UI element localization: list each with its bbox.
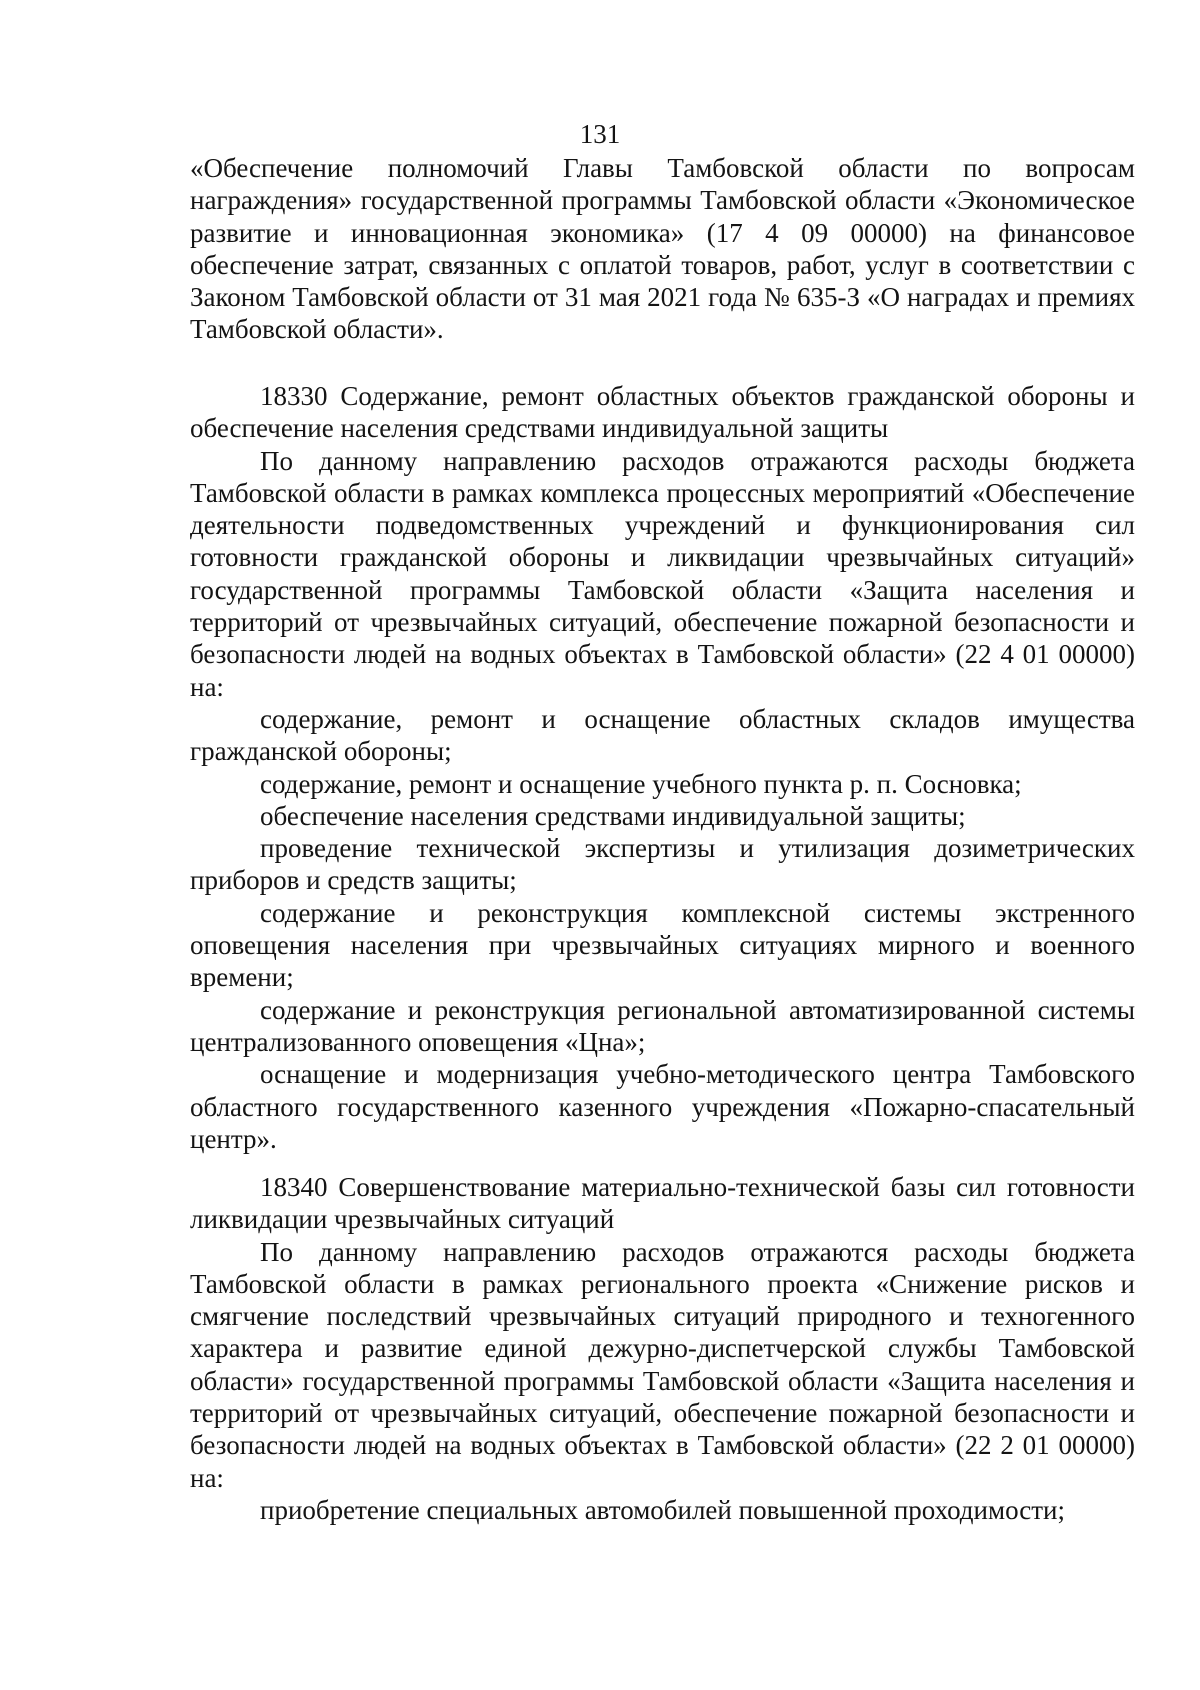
list-item: приобретение специальных автомобилей повышенной проходимости; bbox=[260, 1494, 1065, 1525]
list-item: обеспечение населения средствами индивидуальной защиты; bbox=[260, 800, 966, 831]
list-item: содержание и реконструкция комплексной системы экстренного оповещения населения при чрезвычайных ситуациях мирного и военного времени; bbox=[190, 897, 1135, 993]
text-block-18340 bbox=[190, 1171, 1135, 1526]
paragraph: По данному направлению расходов отражаются расходы бюджета Тамбовской области в рамках комплекса процессных мероприятий «Обеспечение деятельности подведомственных учреждений и функционирования сил готовности гражданской обороны и ликвидации чрезвычайных ситуаций» государственной программы Тамбовской области «Защита населения и территорий от чрезвычайных ситуаций, обеспечение пожарной безопасности и безопасности людей на водных объектах в Тамбовской области» (22 4 01 00000) на: bbox=[190, 445, 1135, 702]
section-heading-18340: 18340 Совершенствование материально-технической базы сил готовности ликвидации чрезвычайных ситуаций bbox=[190, 1172, 1135, 1235]
paragraph: По данному направлению расходов отражаются расходы бюджета Тамбовской области в рамках регионального проекта «Снижение рисков и смягчение последствий чрезвычайных ситуаций природного и техногенного характера и развитие единой дежурно-диспетчерской службы Тамбовской области» государственной программы Тамбовской области «Защита населения и территорий от чрезвычайных ситуаций, обеспечение пожарной безопасности и безопасности людей на водных объектах в Тамбовской области» (22 2 01 00000) на: bbox=[190, 1236, 1135, 1493]
list-item: содержание, ремонт и оснащение учебного пункта р. п. Сосновка; bbox=[260, 768, 1022, 799]
text-block-18330 bbox=[190, 380, 1135, 1155]
text-block-awards bbox=[190, 152, 1135, 346]
section-heading-18330: 18330 Содержание, ремонт областных объектов гражданской обороны и обеспечение населения средствами индивидуальной защиты bbox=[190, 381, 1135, 444]
list-item: содержание, ремонт и оснащение областных складов имущества гражданской обороны; bbox=[190, 703, 1135, 767]
paragraph: «Обеспечение полномочий Главы Тамбовской области по вопросам награждения» государственной программы Тамбовской области «Экономическое развитие и инновационная экономика» (17 4 09 00000) на финансовое обеспечение затрат, связанных с оплатой товаров, работ, услуг в соответствии с Законом Тамбовской области от 31 мая 2021 года № 635-З «О наградах и премиях Тамбовской области». bbox=[190, 153, 1135, 345]
list-item: проведение технической экспертизы и утилизация дозиметрических приборов и средств защиты; bbox=[190, 833, 1135, 896]
list-item: содержание и реконструкция региональной автоматизированной системы централизованного оповещения «Цна»; bbox=[190, 994, 1135, 1057]
list-item: оснащение и модернизация учебно-методического центра Тамбовского областного государственного казенного учреждения «Пожарно-спасательный центр». bbox=[190, 1059, 1135, 1154]
page-number: 131 bbox=[579, 119, 621, 149]
